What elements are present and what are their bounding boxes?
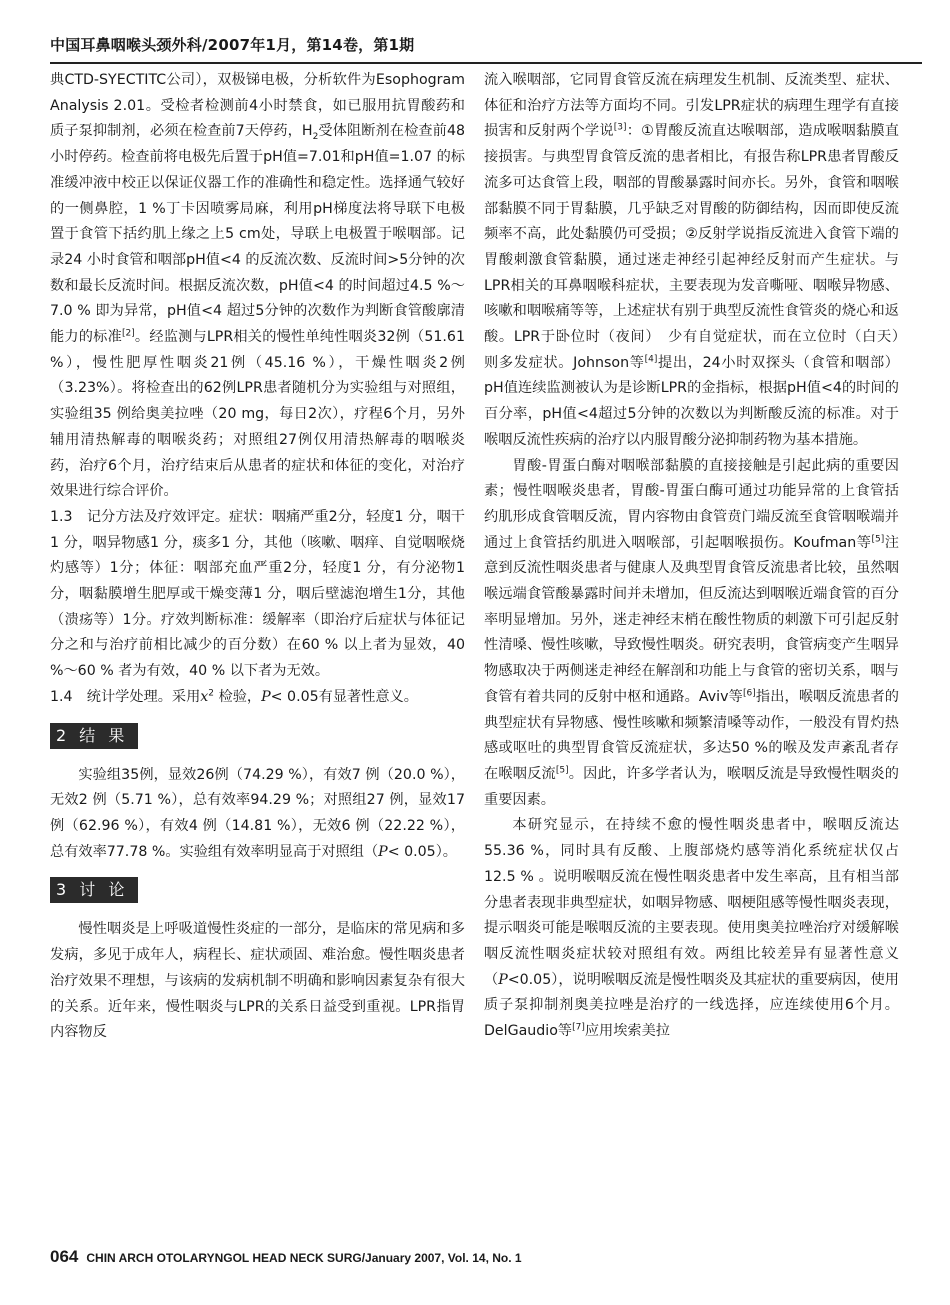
paragraph-discussion-1: 慢性咽炎是上呼吸道慢性炎症的一部分，是临床的常见病和多发病，多见于成年人，病程长、症状顽固、难治愈。慢性咽炎患者治疗效果不理想，与该病的发病机制不明确和影响因素复杂有很大的关系。近年来，慢性咽炎与LPR的关系日益受到重视。LPR指胃内容物反: [50, 921, 465, 1041]
header-rule: [50, 62, 922, 64]
journal-header: 中国耳鼻咽喉头颈外科/2007年1月，第14卷，第1期: [50, 36, 415, 54]
paragraph-discussion-4: 本研究显示，在持续不愈的慢性咽炎患者中，喉咽反流达55.36 %，同时具有反酸、上腹部烧灼感等消化系统症状仅占12.5 % 。说明喉咽反流在慢性咽炎患者中发生率高，且有相当部分患者表现非典型症状，如咽异物感、咽梗阻感等慢性咽炎表现，提示咽炎可能是喉咽反流的主要表现。使用奥美拉唑治疗对缓解喉咽反流性咽炎症状较对照组有效。两组比较差异有显著性意义（P<0.05），说明喉咽反流是慢性咽炎及其症状的重要病因，使用质子泵抑制剂奥美拉唑是治疗的一线选择，应连续使用6个月。DelGaudio等[7]应用埃索美拉: [484, 817, 899, 1040]
paragraph-results: 实验组35例，显效26例（74.29 %），有效7 例（20.0 %），无效2 例（5.71 %），总有效率94.29 %；对照组27 例，显效17 例（62.96 %），有效4 例（14.81 %），无效6 例（22.22 %），总有效率77.78 %。实验组有效率明显高于对照组（P< 0.05）。: [50, 766, 465, 860]
section-heading-discussion: 3 讨 论: [50, 877, 138, 903]
right-column: [484, 68, 914, 1045]
page-footer: [50, 1247, 522, 1267]
left-column: [50, 68, 465, 1046]
paragraph-scoring: 1.3 记分方法及疗效评定。症状：咽痛严重2分，轻度1 分，咽干1 分，咽异物感1 分，痰多1 分，其他（咳嗽、咽痒、自觉咽喉烧灼感等）1分；体征：咽部充血严重2分，轻度1 分，有分泌物1分，咽黏膜增生肥厚或干燥变薄1 分，咽后壁滤泡增生1分，其他（溃疡等）1分。疗效判断标准：缓解率（即治疗后症状与体征记分之和与治疗前相比减少的百分数）在60 % 以上者为显效，40 %～60 % 者为有效，40 % 以下者为无效。: [50, 508, 465, 680]
paragraph-statistics: 1.4 统计学处理。采用$x^2$ 检验，P< 0.05有显著性意义。: [50, 688, 418, 705]
paragraph-methods-1: 典CTD-SYECTITC公司），双极锑电极，分析软件为Esophogram Analysis 2.01。受检者检测前4小时禁食，如已服用抗胃酸药和质子泵抑制剂，必须在检查前7天停药，$H_2$受体阻断剂在检查前48小时停药。检查前将电极先后置于pH值=7.01和pH值=1.07 的标准缓冲液中校正以保证仪器工作的准确性和稳定性。选择通气较好的一侧鼻腔，1 %丁卡因喷雾局麻，利用pH梯度法将导联下电极置于食管下括约肌上缘之上5 cm处，导联上电极置于喉咽部。记录24 小时食管和咽部pH值<4 的反流次数、反流时间>5分钟的次数和最长反流时间。根据反流次数，pH值<4 的时间超过4.5 %～7.0 % 即为异常，pH值<4 超过5分钟的次数作为判断食管酸廓清能力的标准[2]。经监测与LPR相关的慢性单纯性咽炎32例（51.61 %），慢性肥厚性咽炎21例（45.16 %），干燥性咽炎2例（3.23%）。将检查出的62例LPR患者随机分为实验组与对照组，实验组35 例给奥美拉唑（20 mg，每日2次），疗程6个月，另外辅用清热解毒的咽喉炎药；对照组27例仅用清热解毒的咽喉炎药，治疗6个月，治疗结束后从患者的症状和体征的变化，对治疗效果进行综合评价。: [50, 72, 465, 500]
paragraph-discussion-2: 流入喉咽部，它同胃食管反流在病理发生机制、反流类型、症状、体征和治疗方法等方面均不同。引发LPR症状的病理生理学有直接损害和反射两个学说[3]：①胃酸反流直达喉咽部，造成喉咽黏膜直接损害。与典型胃食管反流的患者相比，有报告称LPR患者胃酸反流多可达食管上段，咽部的胃酸暴露时间亦长。另外，食管和咽喉部黏膜不同于胃黏膜，几乎缺乏对胃酸的防御结构，因而即使反流频率不高，此处黏膜仍可受损；②反射学说指反流进入食管下端的胃酸刺激食管黏膜，通过迷走神经引起神经反射而产生症状。与LPR相关的耳鼻咽喉科症状，主要表现为发音嘶哑、咽喉异物感、咳嗽和咽喉痛等等，上述症状有别于典型反流性食管炎的烧心和返酸。LPR于卧位时（夜间） 少有自觉症状，而在立位时（白天） 则多发症状。Johnson等[4]提出，24小时双探头（食管和咽部）pH值连续监测被认为是诊断LPR的金指标，根据pH值<4的时间的百分率，pH值<4超过5分钟的次数以为判断酸反流的标准。对于喉咽反流性疾病的治疗以内服胃酸分泌抑制药物为基本措施。: [484, 72, 914, 448]
page-number: 064: [50, 1247, 79, 1266]
paragraph-discussion-3: 胃酸-胃蛋白酶对咽喉部黏膜的直接接触是引起此病的重要因素；慢性咽喉炎患者，胃酸-胃蛋白酶可通过功能异常的上食管括约肌形成食管咽反流，胃内容物由食管贲门端反流至食管咽喉端并通过上食管括约肌进入咽喉部，引起咽喉损伤。Koufman等[5]注意到反流性咽炎患者与健康人及典型胃食管反流患者比较，虽然咽喉远端食管酸暴露时间并未增加，但反流达到咽喉近端食管的百分率明显增加。另外，迷走神经末梢在酸性物质的刺激下可引起反射性清嗓、慢性咳嗽，导致慢性咽炎。研究表明，食管病变产生咽异物感取决于两侧迷走神经在解剖和功能上与食管的密切关系，咽与食管有着共同的反射中枢和通路。Aviv等[6]指出，喉咽反流患者的典型症状有异物感、慢性咳嗽和频繁清嗓等动作，一般没有胃灼热感或呕吐的典型胃食管反流症状，多达50 %的喉及发声紊乱者存在喉咽反流[5]。因此，许多学者认为，喉咽反流是导致慢性咽炎的重要因素。: [484, 457, 899, 808]
section-heading-results: 2 结 果: [50, 723, 138, 749]
footer-journal: CHIN ARCH OTOLARYNGOL HEAD NECK SURG/January 2007, Vol. 14, No. 1: [86, 1251, 522, 1265]
